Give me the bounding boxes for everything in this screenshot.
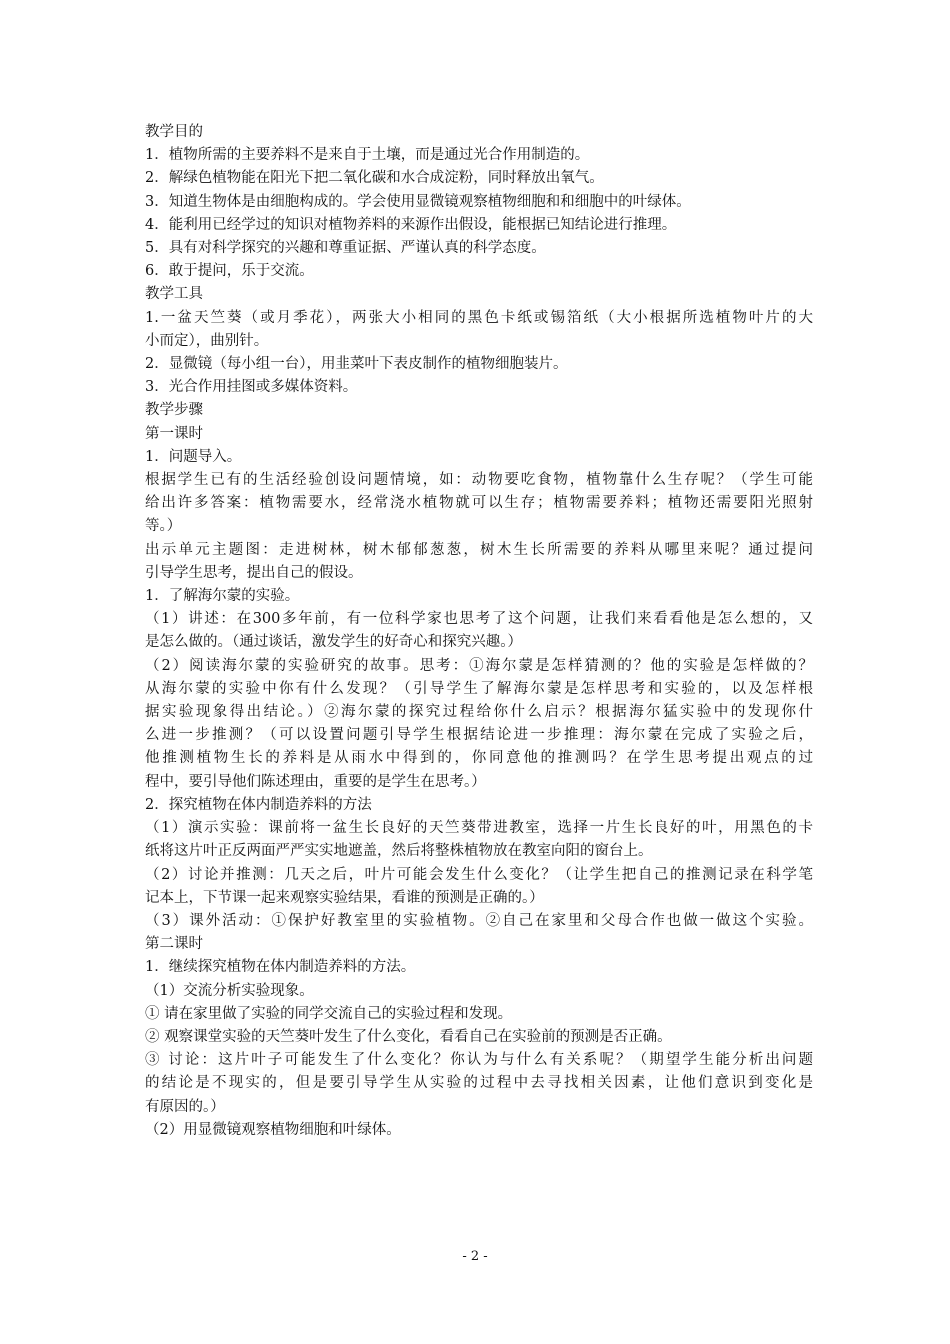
text-line: ③ 讨论：这片叶子可能发生了什么变化？你认为与什么有关系呢？（期望学生能分析出问题 [145,1052,813,1069]
text-line: 么进一步推测？（可以设置问题引导学生根据结论进一步推理：海尔蒙在完成了实验之后， [145,727,813,744]
document-body [145,121,813,1142]
text-line: 出示单元主题图：走进树林，树木郁郁葱葱，树木生长所需要的养料从哪里来呢？通过提问 [145,541,813,558]
text-line: （2）用显微镜观察植物细胞和叶绿体。 [145,1121,401,1138]
text-line: （1）交流分析实验现象。 [145,982,314,999]
page-number: - 2 - [462,1249,488,1264]
text-line: 第二课时 [145,936,203,953]
text-line: 纸将这片叶正反两面严严实实地遮盖，然后将整株植物放在教室向阳的窗台上。 [145,843,653,860]
text-line: 记本上，下节课一起来观察实验结果，看谁的预测是正确的。） [145,889,544,906]
text-line: 2．探究植物在体内制造养料的方法 [145,796,372,813]
text-line: 从海尔蒙的实验中你有什么发现？（引导学生了解海尔蒙是怎样思考和实验的，以及怎样根 [145,680,813,697]
text-line: （2）讨论并推测：几天之后，叶片可能会发生什么变化？（让学生把自己的推测记录在科学笔 [145,866,813,883]
text-line: 有原因的。） [145,1098,225,1115]
text-line: 根据学生已有的生活经验创设问题情境，如：动物要吃食物，植物靠什么生存呢？（学生可能 [145,472,813,489]
text-line: 等。） [145,518,182,535]
text-line: 程中，要引导他们陈述理由，重要的是学生在思考。） [145,773,486,790]
text-line: （1）讲述：在300多年前，有一位科学家也思考了这个问题，让我们来看看他是怎么想的，又 [145,611,813,628]
text-line: （1）演示实验：课前将一盆生长良好的天竺葵带进教室，选择一片生长良好的叶，用黑色的卡 [145,820,813,837]
text-line: 教学目的 [145,124,203,140]
text-line: 引导学生思考，提出自己的假设。 [145,564,363,581]
text-line: 教学工具 [145,286,203,303]
text-line: 他推测植物生长的养料是从雨水中得到的，你同意他的推测吗？在学生思考提出观点的过 [145,750,813,767]
text-line: 3．知道生物体是由细胞构成的。学会使用显微镜观察植物细胞和和细胞中的叶绿体。 [145,193,691,210]
text-line: 5．具有对科学探究的兴趣和尊重证据、严谨认真的科学态度。 [145,240,546,257]
text-line: 2．解绿色植物能在阳光下把二氧化碳和水合成淀粉，同时释放出氧气。 [145,170,604,187]
text-line: ② 观察课堂实验的天竺葵叶发生了什么变化，看看自己在实验前的预测是否正确。 [145,1028,672,1045]
text-line: （2）阅读海尔蒙的实验研究的故事。思考：①海尔蒙是怎样猜测的？他的实验是怎样做的？ [145,657,813,674]
text-line: 1．植物所需的主要养料不是来自于土壤，而是通过光合作用制造的。 [145,147,590,164]
text-line: 1.一盆天竺葵（或月季花），两张大小相同的黑色卡纸或锡箔纸（大小根据所选植物叶片的大 [145,309,813,326]
text-line: 3．光合作用挂图或多媒体资料。 [145,379,358,396]
text-line: 小而定），曲别针。 [145,332,269,349]
text-line: 给出许多答案：植物需要水，经常浇水植物就可以生存；植物需要养料；植物还需要阳光照射 [145,495,813,512]
text-line: 2．显微镜（每小组一台），用韭菜叶下表皮制作的植物细胞装片。 [145,356,568,373]
text-line: 是怎么做的。（通过谈话，激发学生的好奇心和探究兴趣。） [145,634,522,651]
text-line: 第一课时 [145,425,203,442]
text-line: （3）课外活动：①保护好教室里的实验植物。②自己在家里和父母合作也做一做这个实验。 [145,912,813,929]
text-line: ① 请在家里做了实验的同学交流自己的实验过程和发现。 [145,1005,513,1022]
text-line: 教学步骤 [145,402,203,419]
text-line: 的结论是不现实的，但是要引导学生从实验的过程中去寻找相关因素，让他们意识到变化是 [145,1075,813,1092]
text-line: 据实验现象得出结论。）②海尔蒙的探究过程给你什么启示？根据海尔猛实验中的发现你什 [145,704,813,721]
text-line: 6．敢于提问，乐于交流。 [145,263,314,280]
text-line: 1．问题导入。 [145,448,242,465]
text-line: 1．了解海尔蒙的实验。 [145,588,300,605]
text-line: 4．能利用已经学过的知识对植物养料的来源作出假设，能根据已知结论进行推理。 [145,216,677,233]
text-line: 1．继续探究植物在体内制造养料的方法。 [145,959,416,976]
